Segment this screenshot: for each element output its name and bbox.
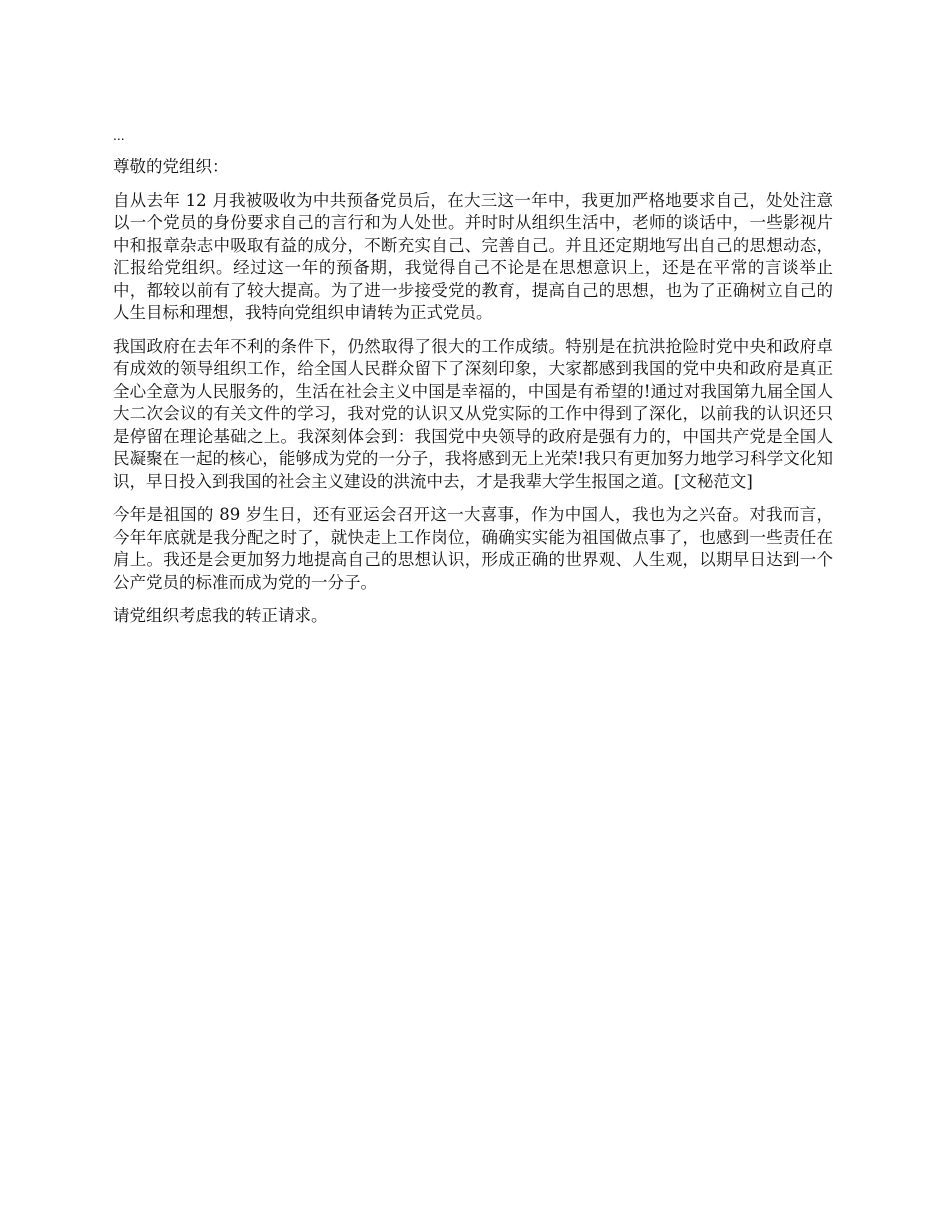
closing-request: 请党组织考虑我的转正请求。 — [113, 606, 328, 625]
leading-ellipsis: ... — [113, 127, 125, 143]
paragraph-1: 自从去年 12 月我被吸收为中共预备党员后，在大三这一年中，我更加严格地要求自己，处处注意以一个党员的身份要求自己的言行和为人处世。并时时从组织生活中，老师的谈话中，一些影视片中和报章杂志中吸取有益的成分，不断充实自己、完善自己。并且还定期地写出自己的思想动态，汇报给党组织。经过这一年的预备期，我觉得自己不论是在思想意识上，还是在平常的言谈举止中，都较以前有了较大提高。为了进一步接受党的教育，提高自己的思想，也为了正确树立自己的人生目标和理想，我特向党组织申请转为正式党员。 — [113, 190, 833, 322]
paragraph-2: 我国政府在去年不利的条件下，仍然取得了很大的工作成绩。特别是在抗洪抢险时党中央和政府卓有成效的领导组织工作，给全国人民群众留下了深刻印象，大家都感到我国的党中央和政府是真正全心全意为人民服务的，生活在社会主义中国是幸福的，中国是有希望的!通过对我国第九届全国人大二次会议的有关文件的学习，我对党的认识又从党实际的工作中得到了深化，以前我的认识还只是停留在理论基础之上。我深刻体会到：我国党中央领导的政府是强有力的，中国共产党是全国人民凝聚在一起的核心，能够成为党的一分子，我将感到无上光荣!我只有更加努力地学习科学文化知识，早日投入到我国的社会主义建设的洪流中去，才是我辈大学生报国之道。[文秘范文] — [113, 336, 833, 491]
document-body — [113, 128, 833, 639]
paragraph-3: 今年是祖国的 89 岁生日，还有亚运会召开这一大喜事，作为中国人，我也为之兴奋。对我而言，今年年底就是我分配之时了，就快走上工作岗位，确确实实能为祖国做点事了，也感到一些责任在肩上。我还是会更加努力地提高自己的思想认识，形成正确的世界观、人生观，以期早日达到一个公产党员的标准而成为党的一分子。 — [113, 505, 833, 592]
salutation: 尊敬的党组织： — [113, 157, 229, 176]
